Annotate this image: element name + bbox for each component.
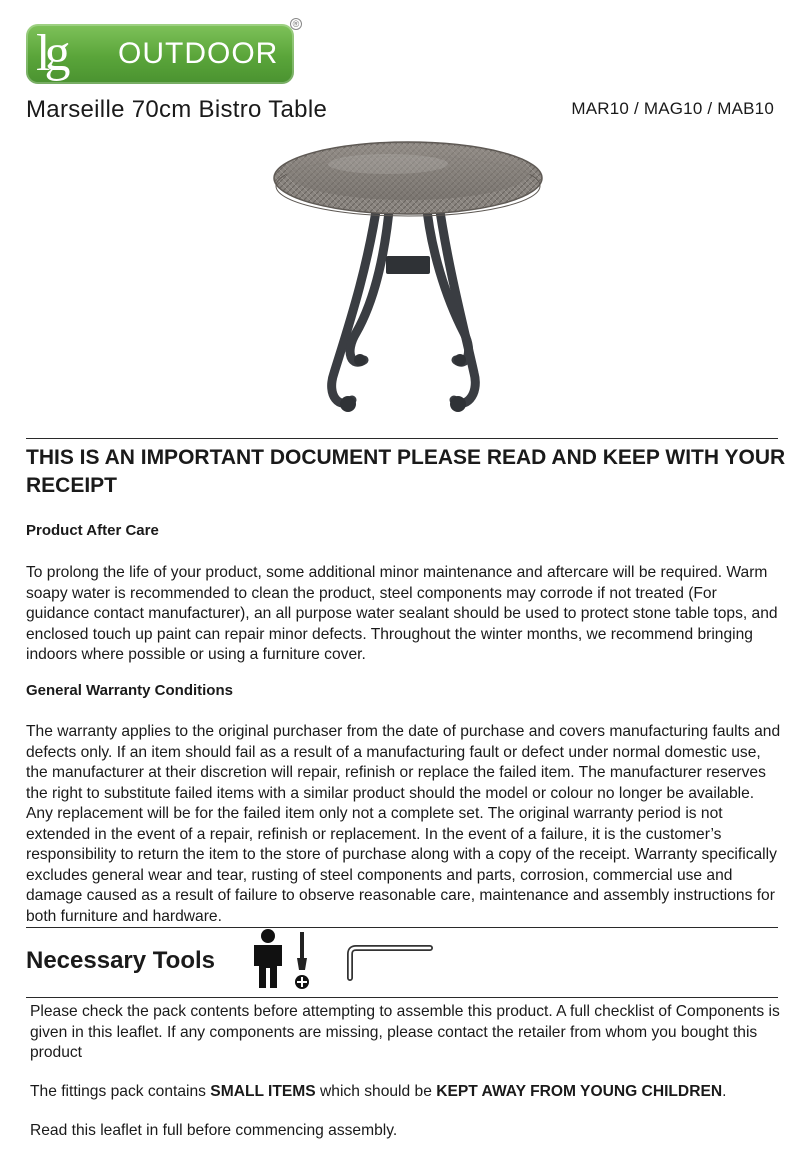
allen-key-icon	[342, 942, 434, 982]
divider	[26, 927, 778, 928]
tools-heading: Necessary Tools	[26, 947, 215, 974]
important-notice: THIS IS AN IMPORTANT DOCUMENT PLEASE READ AND KEEP WITH YOUR RECEIPT	[26, 446, 786, 497]
logo-wordmark: OUTDOOR	[118, 37, 279, 70]
fittings-warning	[30, 1082, 782, 1103]
divider	[26, 438, 778, 439]
warranty-heading: General Warranty Conditions	[26, 682, 233, 699]
product-codes: MAR10 / MAG10 / MAB10	[571, 99, 774, 118]
warranty-body: The warranty applies to the original purchaser from the date of purchase and covers manufacturing faults and defects only. If an item should fail as a result of a manufacturing fault or defect under normal domestic use, the manufacturer at their discretion will repair, refinish or replace the failed item. The manufacturer reserves the right to substitute failed items with a similar product should the model or colour no longer be available. Any replacement will be for the failed item only not a complete set. The original warranty period is not extended in the event of a repair, refinish or replacement. In the event of a failure, it is the customer’s responsibility to return the item to the store of purchase along with a copy of the receipt. Warranty specifically excludes general wear and tear, rusting of steel components and parts, corrosion, commercial use and damage caused as a result of failure to observe reasonable care, maintenance and assembly instructions for both furniture and hardware.	[26, 723, 781, 925]
screwdriver-icon	[292, 930, 312, 992]
pack-check-note: Please check the pack contents before attempting to assemble this product. A full checklist of Components is given in this leaflet. If any components are missing, please contact the retailer from whom you bought this product	[30, 1003, 780, 1061]
divider	[26, 997, 778, 998]
fittings-text: which should be	[315, 1083, 437, 1100]
brand-logo	[26, 24, 294, 84]
read-leaflet-note: Read this leaflet in full before commencing assembly.	[30, 1122, 398, 1139]
aftercare-heading: Product After Care	[26, 522, 159, 539]
keep-away-emphasis: KEPT AWAY FROM YOUNG CHILDREN	[436, 1083, 723, 1100]
fittings-text: The fittings pack contains	[30, 1083, 211, 1100]
aftercare-body: To prolong the life of your product, some additional minor maintenance and aftercare will be required. Warm soapy water is recommended to clean the product, steel components may corrode if not treated (For guidance contact manufacturer), an all purpose water sealant should be used to protect stone table tops, and enclosed touch up paint can repair minor defects. Throughout the winter months, we recommend bringing indoors where possible or using a furniture cover.	[26, 564, 778, 663]
registered-mark: ®	[290, 18, 302, 30]
bistro-table-icon	[268, 128, 548, 428]
fittings-text: .	[722, 1083, 727, 1100]
small-items-emphasis: SMALL ITEMS	[210, 1083, 316, 1100]
person-icon	[250, 928, 286, 990]
logo-mark: lg	[36, 25, 65, 82]
product-title: Marseille 70cm Bistro Table	[26, 96, 328, 123]
